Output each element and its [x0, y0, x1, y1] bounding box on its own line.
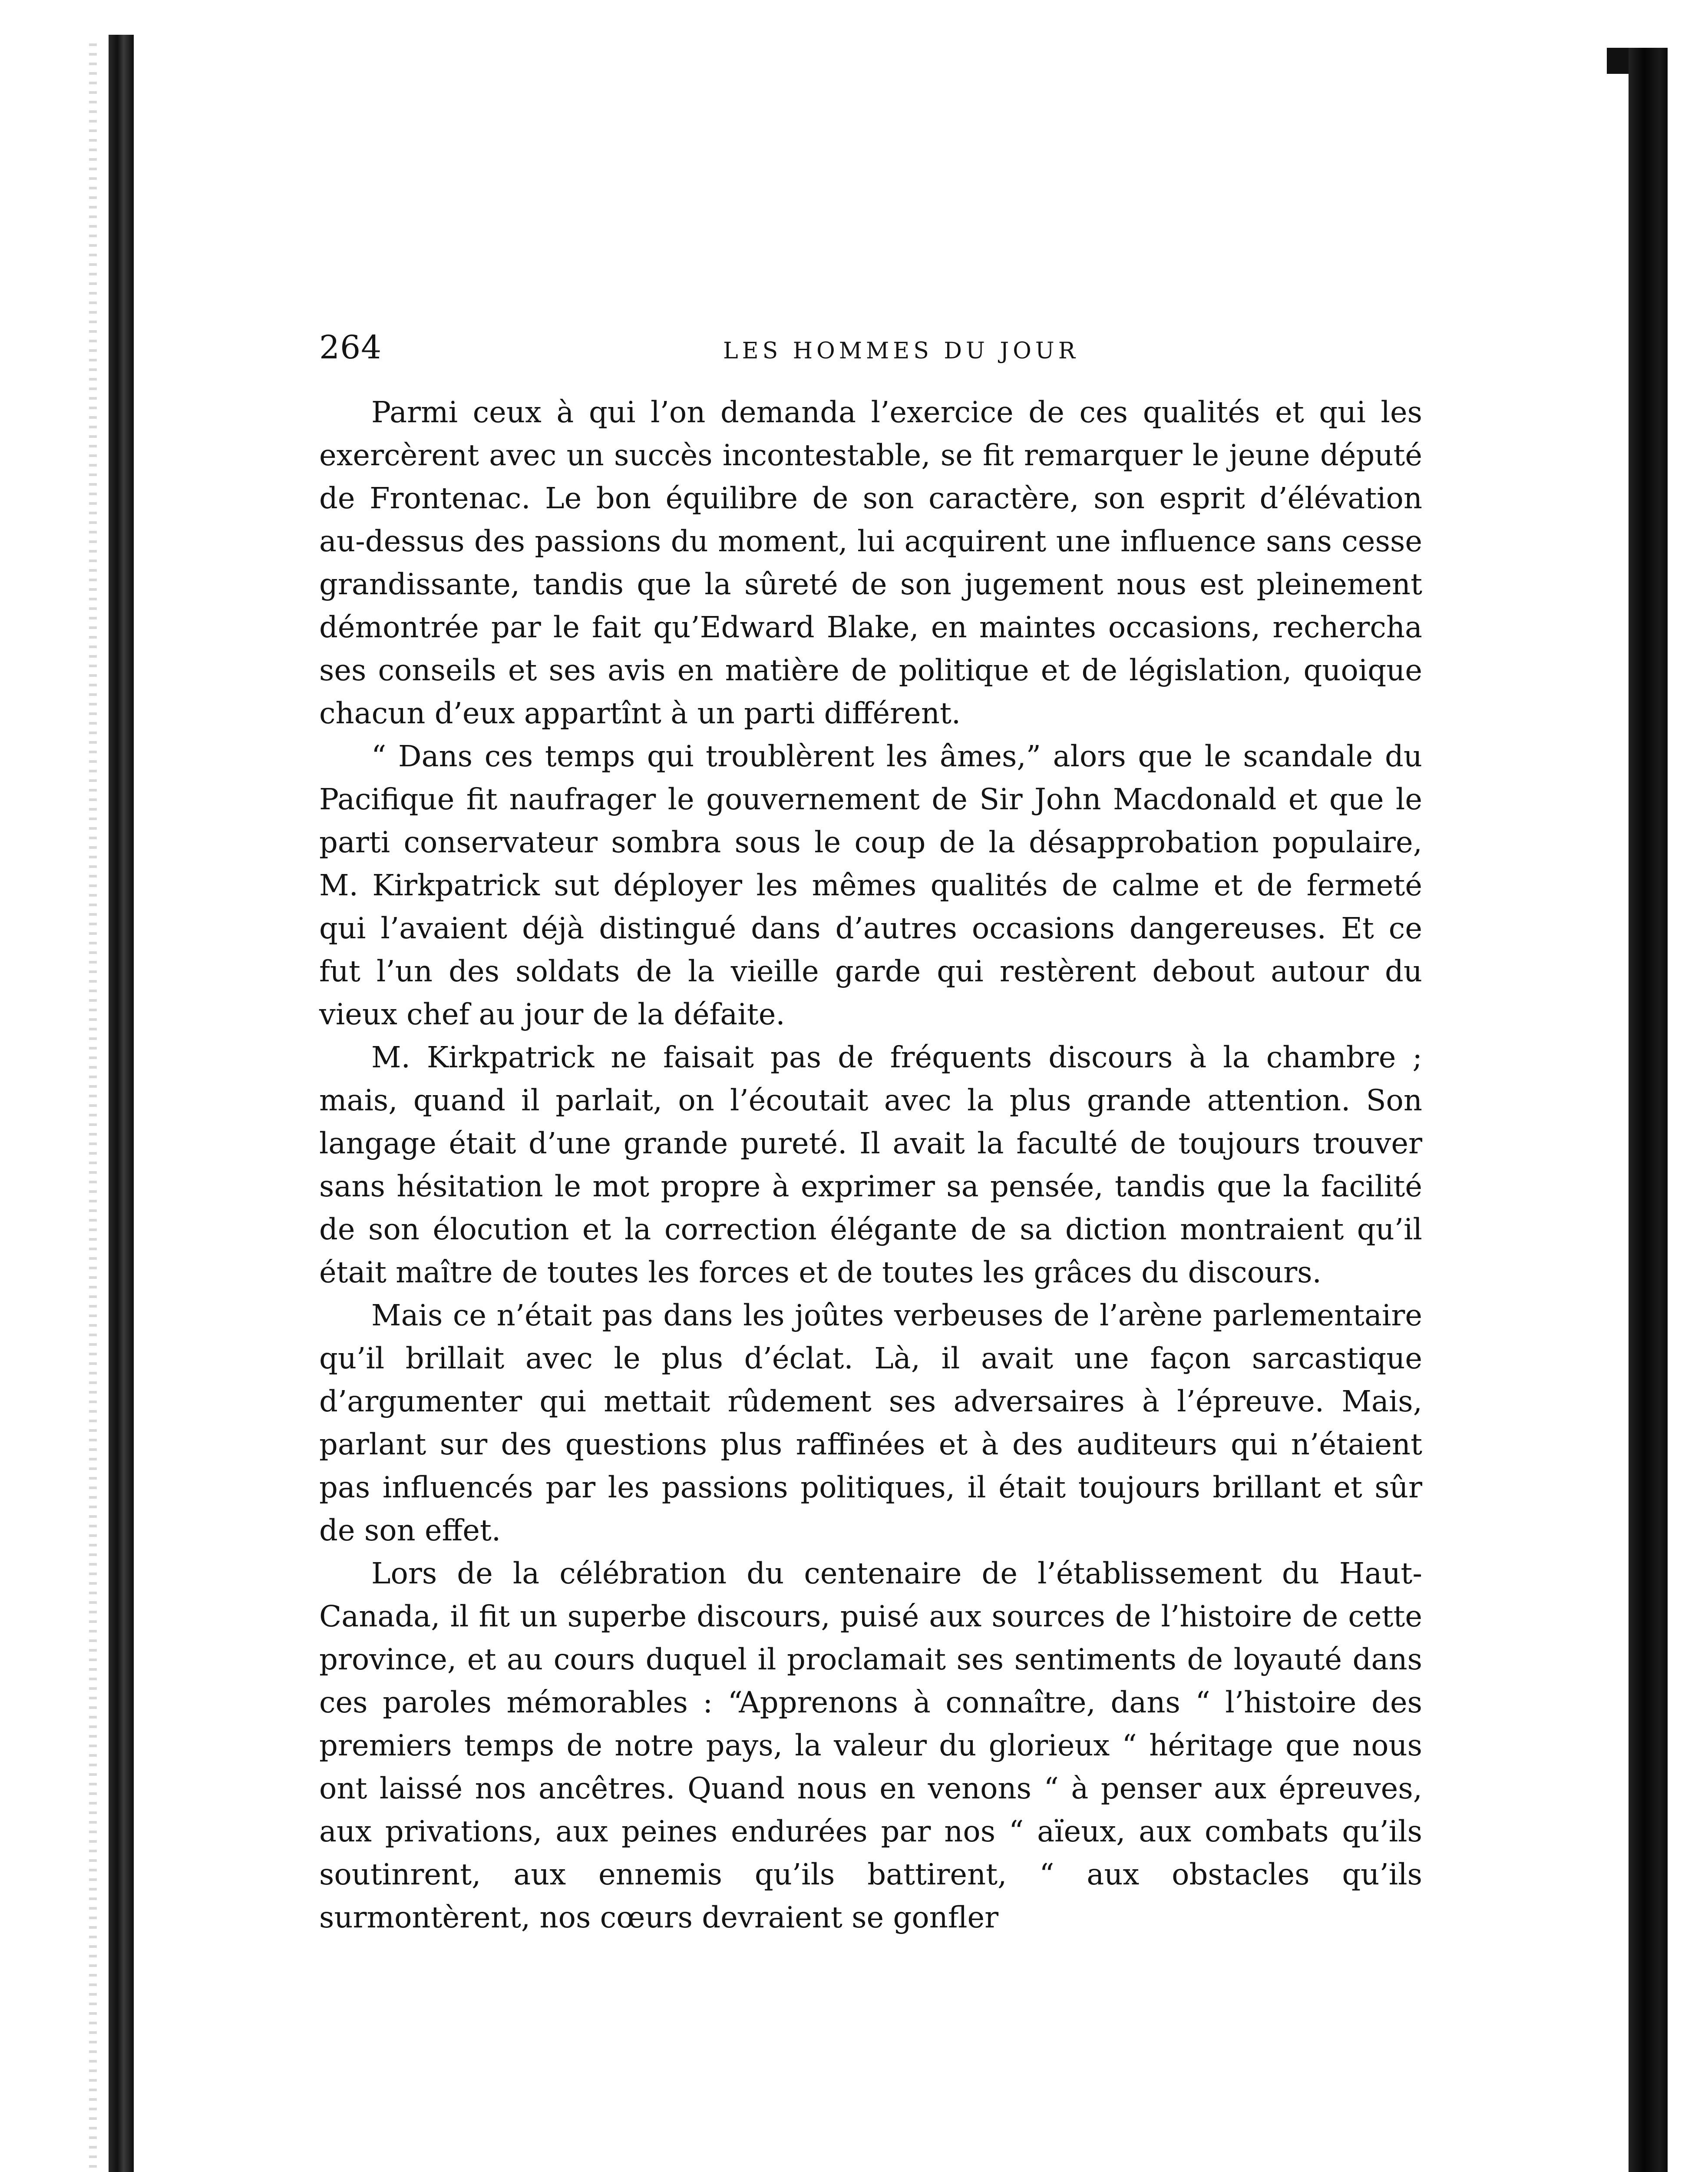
page-number: 264: [319, 329, 382, 366]
scan-left-edge: [109, 35, 134, 2172]
scan-right-edge: [1629, 48, 1668, 2172]
scan-binding-shadow: [89, 43, 97, 2172]
paragraph: Parmi ceux à qui l’on demanda l’exercice de ces qualités et qui les exercèrent avec un succès incontestable, se fit remarquer le jeune député de Frontenac. Le bon équilibre de son caractère, son esprit d’élévation au-dessus des passions du moment, lui acquirent une influence sans cesse grandissante, tandis que la sûreté de son jugement nous est pleinement démontrée par le fait qu’Edward Blake, en maintes occasions, rechercha ses conseils et ses avis en matière de politique et de législation, quoique chacun d’eux appartînt à un parti différent.: [319, 395, 1422, 730]
body-text: [319, 391, 1422, 1939]
page-header: [319, 321, 1431, 374]
paragraph: “ Dans ces temps qui troublèrent les âmes,” alors que le scandale du Pacifique fit naufrager le gouvernement de Sir John Macdonald et que le parti conservateur sombra sous le coup de la désapprobation populaire, M. Kirkpatrick sut déployer les mêmes qualités de calme et de fermeté qui l’avaient déjà distingué dans d’autres occasions dangereuses. Et ce fut l’un des soldats de la vieille garde qui restèrent debout autour du vieux chef au jour de la défaite.: [319, 739, 1422, 1031]
paragraph: M. Kirkpatrick ne faisait pas de fréquents discours à la chambre ; mais, quand il parlait, on l’écoutait avec la plus grande attention. Son langage était d’une grande pureté. Il avait la faculté de toujours trouver sans hésitation le mot propre à exprimer sa pensée, tandis que la facilité de son élocution et la correction élégante de sa diction montraient qu’il était maître de toutes les forces et de toutes les grâces du discours.: [319, 1040, 1422, 1289]
paragraph: Lors de la célébration du centenaire de l’établissement du Haut-Canada, il fit un superbe discours, puisé aux sources de l’histoire de cette province, et au cours duquel il proclamait ses sentiments de loyauté dans ces paroles mémorables : “Apprenons à connaître, dans “ l’histoire des premiers temps de notre pays, la valeur du glorieux “ héritage que nous ont laissé nos ancêtres. Quand nous en venons “ à penser aux épreuves, aux privations, aux peines endurées par nos “ aïeux, aux combats qu’ils soutinrent, aux ennemis qu’ils battirent, “ aux obstacles qu’ils surmontèrent, nos cœurs devraient se gonfler: [319, 1556, 1422, 1934]
paragraph: Mais ce n’était pas dans les joûtes verbeuses de l’arène parlementaire qu’il brillait avec le plus d’éclat. Là, il avait une façon sarcastique d’argumenter qui mettait rûdement ses adversaires à l’épreuve. Mais, parlant sur des questions plus raffinées et à des auditeurs qui n’étaient pas influencés par les passions politiques, il était toujours brillant et sûr de son effet.: [319, 1298, 1422, 1547]
running-title: LES HOMMES DU JOUR: [723, 338, 1079, 364]
